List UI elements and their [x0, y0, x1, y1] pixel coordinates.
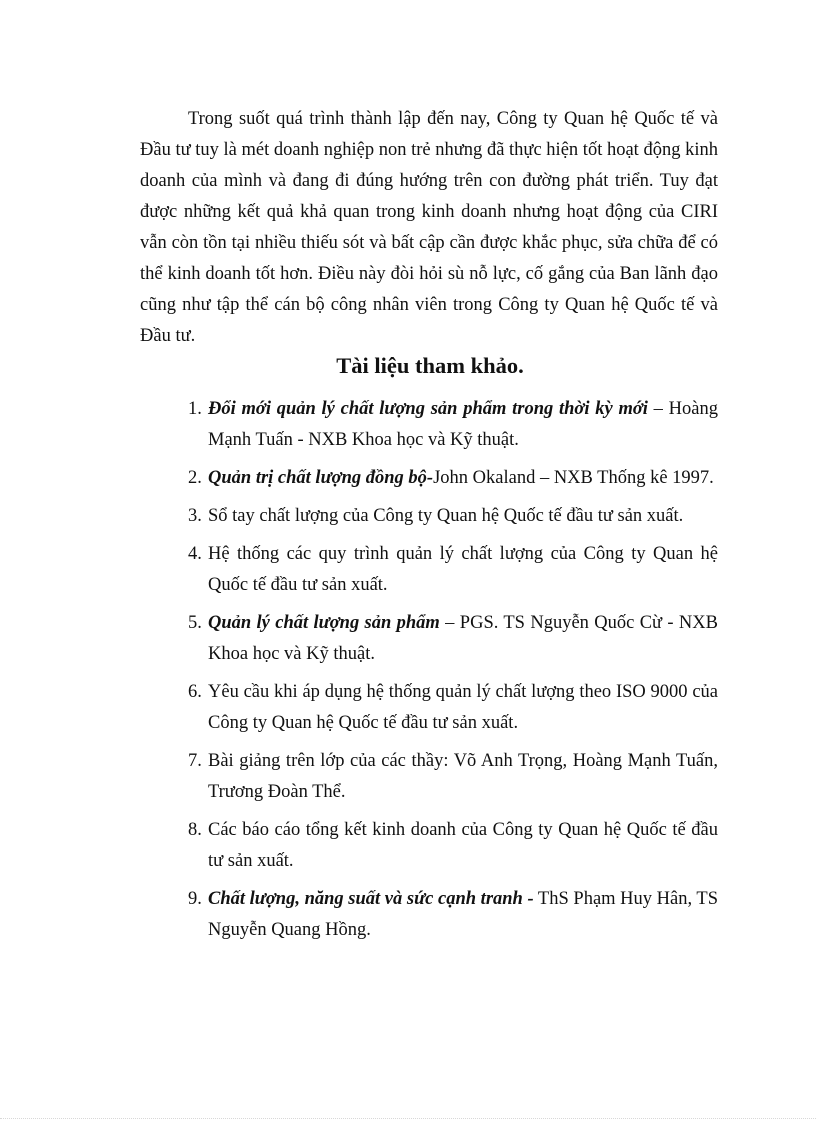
reference-number: 1. [188, 399, 202, 419]
reference-item [160, 463, 718, 494]
reference-details: ThS Phạm Huy Hân, TS Nguyễn Quang Hồng. [208, 889, 718, 940]
reference-details: Yêu cầu khi áp dụng hệ thống quản lý chất lượng theo ISO 9000 của Công ty Quan hệ Quốc tế đầu tư sản xuất. [208, 682, 718, 733]
reference-item [160, 677, 718, 739]
reference-title: Đổi mới quản lý chất lượng sản phẩm trong thời kỳ mới [208, 399, 648, 419]
reference-details: – Hoàng Mạnh Tuấn - NXB Khoa học và Kỹ thuật. [208, 399, 718, 450]
reference-item [160, 746, 718, 808]
reference-details: Hệ thống các quy trình quản lý chất lượng của Công ty Quan hệ Quốc tế đầu tư sản xuất. [208, 544, 718, 595]
reference-item [160, 608, 718, 670]
reference-item [160, 501, 718, 532]
references-heading: Tài liệu tham khảo. [336, 353, 524, 378]
reference-details: Bài giảng trên lớp của các thầy: Võ Anh Trọng, Hoàng Mạnh Tuấn, Trương Đoàn Thể. [208, 751, 718, 802]
reference-details: John Okaland – NXB Thống kê 1997. [433, 468, 714, 488]
reference-number: 9. [188, 889, 202, 909]
reference-item [160, 884, 718, 946]
reference-number: 8. [188, 820, 202, 840]
reference-number: 5. [188, 613, 202, 633]
reference-details: Sổ tay chất lượng của Công ty Quan hệ Quốc tế đầu tư sản xuất. [208, 506, 684, 526]
reference-number: 4. [188, 544, 202, 564]
reference-title: Quản trị chất lượng đồng bộ- [208, 468, 434, 488]
intro-paragraph: Trong suốt quá trình thành lập đến nay, Công ty Quan hệ Quốc tế và Đầu tư tuy là mét doanh nghiệp non trẻ nhưng đã thực hiện tốt hoạt động kinh doanh của mình và đang đi đúng hướng trên con đường phát triển. Tuy đạt được những kết quả khả quan trong kinh doanh nhưng hoạt động của CIRI vẫn còn tồn tại nhiều thiếu sót và bất cập cần được khắc phục, sửa chữa để có thể kinh doanh tốt hơn. Điều này đòi hỏi sù nỗ lực, cố gắng của Ban lãnh đạo cũng như tập thể cán bộ công nhân viên trong Công ty Quan hệ Quốc tế và Đầu tư. [140, 109, 718, 346]
reference-details: Các báo cáo tổng kết kinh doanh của Công ty Quan hệ Quốc tế đầu tư sản xuất. [208, 820, 718, 871]
reference-number: 3. [188, 506, 202, 526]
reference-item [160, 394, 718, 456]
reference-title: Quản lý chất lượng sản phẩm [208, 613, 440, 633]
reference-title: Chất lượng, năng suất và sức cạnh tranh - [208, 889, 534, 909]
reference-number: 2. [188, 468, 202, 488]
reference-item [160, 815, 718, 877]
references-list [160, 394, 718, 953]
reference-number: 7. [188, 751, 202, 771]
page-bottom-divider [0, 1118, 816, 1119]
reference-item [160, 539, 718, 601]
reference-number: 6. [188, 682, 202, 702]
reference-details: – PGS. TS Nguyễn Quốc Cừ - NXB Khoa học và Kỹ thuật. [208, 613, 718, 664]
